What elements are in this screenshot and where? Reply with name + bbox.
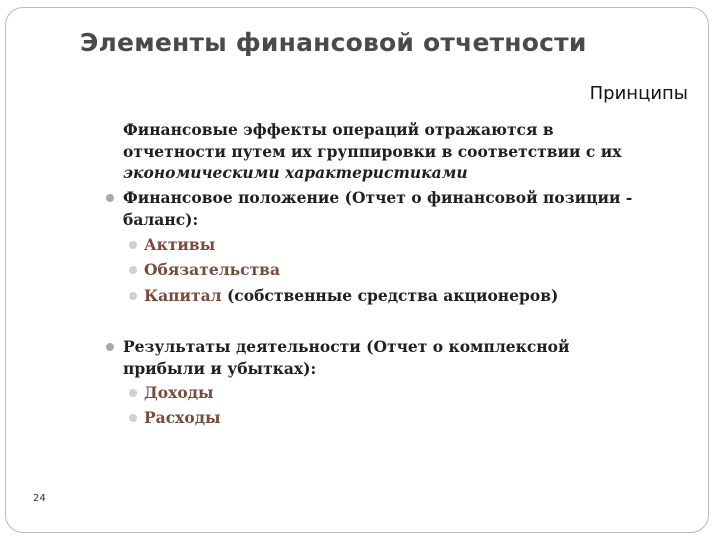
intro-italic-text: экономическими характеристиками xyxy=(123,163,468,182)
bullet-icon xyxy=(129,292,137,300)
list-item-income xyxy=(144,382,214,404)
page-number: 24 xyxy=(33,493,46,504)
section-performance xyxy=(123,336,653,379)
bullet-icon xyxy=(129,241,137,249)
item-label: Капитал xyxy=(144,286,222,305)
item-label: Активы xyxy=(144,235,216,254)
item-label: Доходы xyxy=(144,383,214,402)
intro-text: Финансовые эффекты операций отражаются в отчетности путем их группировки в соответствии с их xyxy=(123,120,622,161)
section-label: Результаты деятельности (Отчет о комплексной прибыли и убытках): xyxy=(123,337,570,378)
item-suffix: (собственные средства акционеров) xyxy=(221,286,559,305)
list-item-expenses xyxy=(144,407,221,429)
slide-subtitle: Принципы xyxy=(589,83,688,104)
section-label: Финансовое положение (Отчет о финансовой позиции - баланс): xyxy=(123,188,633,229)
bullet-icon xyxy=(106,194,114,202)
list-item-equity xyxy=(144,285,558,307)
list-item-liabilities xyxy=(144,259,280,281)
section-financial-position xyxy=(123,187,653,230)
intro-paragraph xyxy=(123,119,653,184)
bullet-icon xyxy=(129,389,137,397)
slide-title: Элементы финансовой отчетности xyxy=(80,28,587,57)
item-label: Расходы xyxy=(144,408,221,427)
list-item-assets xyxy=(144,234,215,256)
bullet-icon xyxy=(129,414,137,422)
bullet-icon xyxy=(106,343,114,351)
item-label: Обязательства xyxy=(144,260,280,279)
bullet-icon xyxy=(129,266,137,274)
